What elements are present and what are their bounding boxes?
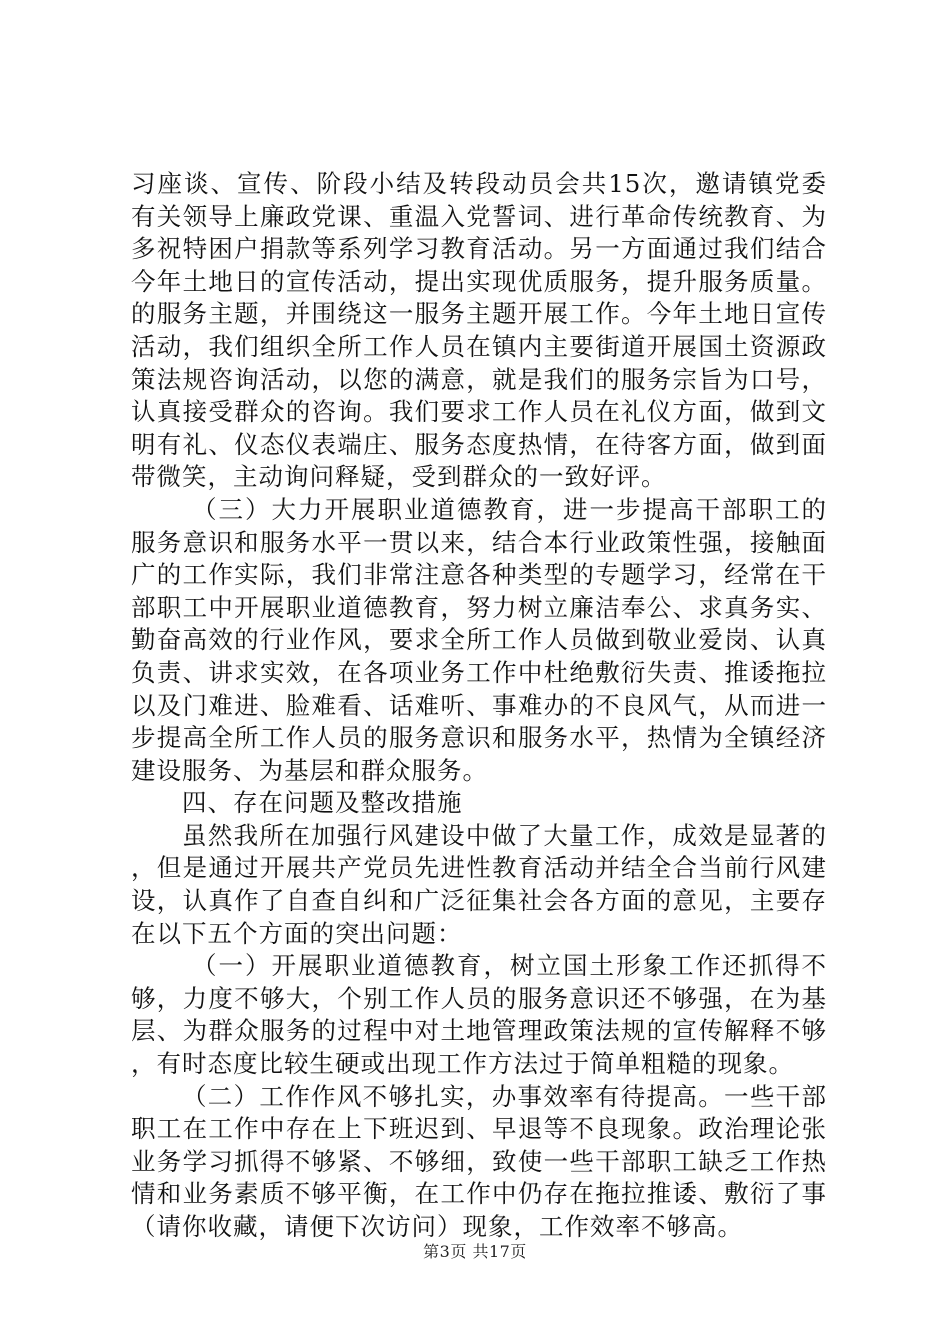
section-heading-four: 四、存在问题及整改措施 xyxy=(182,788,463,818)
document-body xyxy=(131,168,827,1244)
page-footer: 第3页 共17页 xyxy=(423,1242,527,1261)
paragraph-problem-one: （一）开展职业道德教育，树立国土形象工作还抓得不够，力度不够大，个别工作人员的服务意识还不够强，在为基层、为群众服务的过程中对土地管理政策法规的宣传解释不够，有时态度比较生硬或出现工作方法过于简单粗糙的现象。 xyxy=(131,951,827,1079)
paragraph-section-three: （三）大力开展职业道德教育，进一步提高干部职工的服务意识和服务水平一贯以来，结合本行业政策性强，接触面广的工作实际，我们非常注意各种类型的专题学习，经常在干部职工中开展职业道德教育，努力树立廉洁奉公、求真务实、勤奋高效的行业作风，要求全所工作人员做到敬业爱岗、认真负责、讲求实效，在各项业务工作中杜绝敷衍失责、推诿拖拉以及门难进、脸难看、话难听、事难办的不良风气，从而进一步提高全所工作人员的服务意识和服务水平，热情为全镇经济建设服务、为基层和群众服务。 xyxy=(131,494,827,785)
paragraph-problems-intro: 虽然我所在加强行风建设中做了大量工作，成效是显著的，但是通过开展共产党员先进性教育活动并结全合当前行风建设，认真作了自查自纠和广泛征集社会各方面的意见，主要存在以下五个方面的突出问题： xyxy=(131,820,827,948)
paragraph-continuation: 习座谈、宣传、阶段小结及转段动员会共15次，邀请镇党委有关领导上廉政党课、重温入党誓词、进行革命传统教育、为多祝特困户捐款等系列学习教育活动。另一方面通过我们结合今年土地日的宣传活动，提出实现优质服务，提升服务质量。的服务主题，并围绕这一服务主题开展工作。今年土地日宣传活动，我们组织全所工作人员在镇内主要街道开展国土资源政策法规咨询活动，以您的满意，就是我们的服务宗旨为口号，认真接受群众的咨询。我们要求工作人员在礼仪方面，做到文明有礼、仪态仪表端庄、服务态度热情，在待客方面，做到面带微笑，主动询问释疑，受到群众的一致好评。 xyxy=(131,169,827,492)
paragraph-problem-two: （二）工作作风不够扎实，办事效率有待提高。一些干部职工在工作中存在上下班迟到、早退等不良现象。政治理论张业务学习抓得不够紧、不够细，致使一些干部职工缺乏工作热情和业务素质不够平衡，在工作中仍存在拖拉推诿、敷衍了事（请你收藏，请便下次访问）现象，工作效率不够高。 xyxy=(131,1081,827,1241)
